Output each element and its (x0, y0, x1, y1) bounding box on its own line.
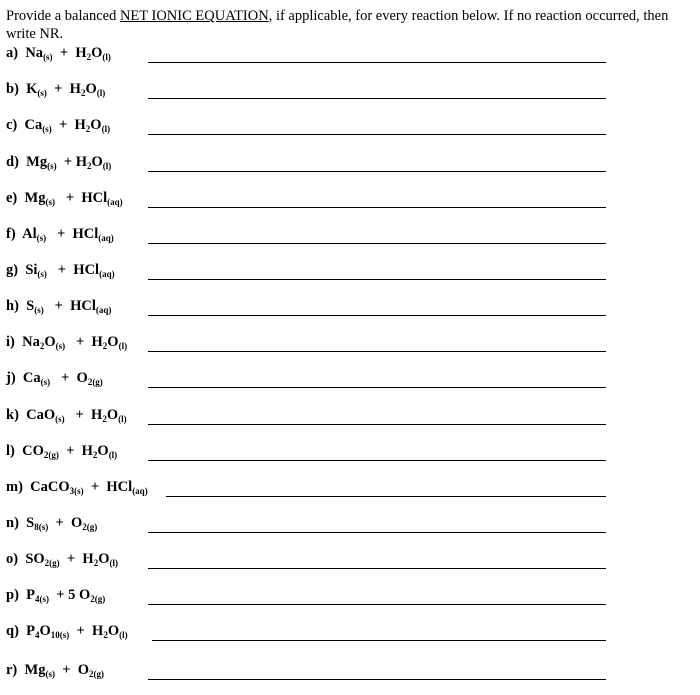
question-j (6, 369, 606, 391)
question-p (6, 586, 606, 608)
question-label: m) CaCO$_{3(s)}$ + HCl$_{(aq)}$ (6, 479, 148, 496)
question-q (6, 622, 606, 644)
question-g (6, 261, 606, 283)
question-b (6, 80, 606, 102)
question-label: r) $Mg_{(s)} + O_{2(g)}$ (6, 662, 104, 679)
answer-line[interactable] (152, 640, 606, 641)
question-r (6, 661, 606, 683)
answer-line[interactable] (148, 568, 606, 569)
question-label: o) $SO_{2(g)} + H_2O_{(l)}$ (6, 551, 118, 568)
answer-line[interactable] (166, 496, 606, 497)
question-label: a) $Na_{(s)} + H_2O_{(l)}$ (6, 45, 111, 62)
answer-line[interactable] (148, 315, 606, 316)
question-label: n) $S_{8(s)} + O_{2(g)}$ (6, 515, 98, 532)
question-label: g) $Si_{(s)} + HCl_{(aq)}$ (6, 262, 115, 279)
answer-line[interactable] (148, 679, 606, 680)
answer-line[interactable] (148, 424, 606, 425)
question-n (6, 514, 606, 536)
answer-line[interactable] (148, 387, 606, 388)
question-label: l) $CO_{2(g)} + H_2O_{(l)}$ (6, 443, 118, 460)
question-a (6, 44, 606, 66)
question-e (6, 189, 606, 211)
question-f (6, 225, 606, 247)
question-label: h) $S_{(s)} + HCl_{(aq)}$ (6, 298, 112, 315)
answer-line[interactable] (148, 171, 606, 172)
instructions (6, 7, 686, 43)
question-c (6, 116, 606, 138)
question-m (6, 478, 606, 500)
question-label: e) $Mg_{(s)} + HCl_{(aq)}$ (6, 190, 123, 207)
question-label: p) $P_{4(s)} + 5$ $O_{2(g)}$ (6, 587, 106, 604)
question-k (6, 406, 606, 428)
question-i (6, 333, 606, 355)
answer-line[interactable] (148, 134, 606, 135)
net-ionic-emphasis: NET IONIC EQUATION (119, 8, 269, 24)
question-label: q) $P_4O_{10(s)} + H_2O_{(l)}$ (6, 623, 128, 640)
question-o (6, 550, 606, 572)
question-label: f) $Al_{(s)} + HCl_{(aq)}$ (6, 226, 114, 243)
question-label: k) $CaO_{(s)} + H_2O_{(l)}$ (6, 407, 127, 424)
instructions-text-2: , if applicable, for every reaction below. If no reaction occurred, then write NR. (6, 8, 669, 42)
question-label: d) $Mg_{(s)} + H_2O_{(l)}$ (6, 154, 112, 171)
instructions-text: Provide a balanced (6, 8, 120, 24)
answer-line[interactable] (148, 351, 606, 352)
answer-line[interactable] (148, 98, 606, 99)
answer-line[interactable] (148, 604, 606, 605)
question-label: b) $K_{(s)} + H_2O_{(l)}$ (6, 81, 106, 98)
answer-line[interactable] (148, 207, 606, 208)
answer-line[interactable] (148, 279, 606, 280)
answer-line[interactable] (148, 62, 606, 63)
answer-line[interactable] (148, 460, 606, 461)
question-label: c) $Ca_{(s)} + H_2O_{(l)}$ (6, 117, 111, 134)
question-h (6, 297, 606, 319)
answer-line[interactable] (148, 243, 606, 244)
question-label: i) $Na_2O_{(s)} + H_2O_{(l)}$ (6, 334, 128, 351)
question-label: j) $Ca_{(s)} + O_{2(g)}$ (6, 370, 103, 387)
answer-line[interactable] (148, 532, 606, 533)
question-d (6, 153, 606, 175)
question-l (6, 442, 606, 464)
